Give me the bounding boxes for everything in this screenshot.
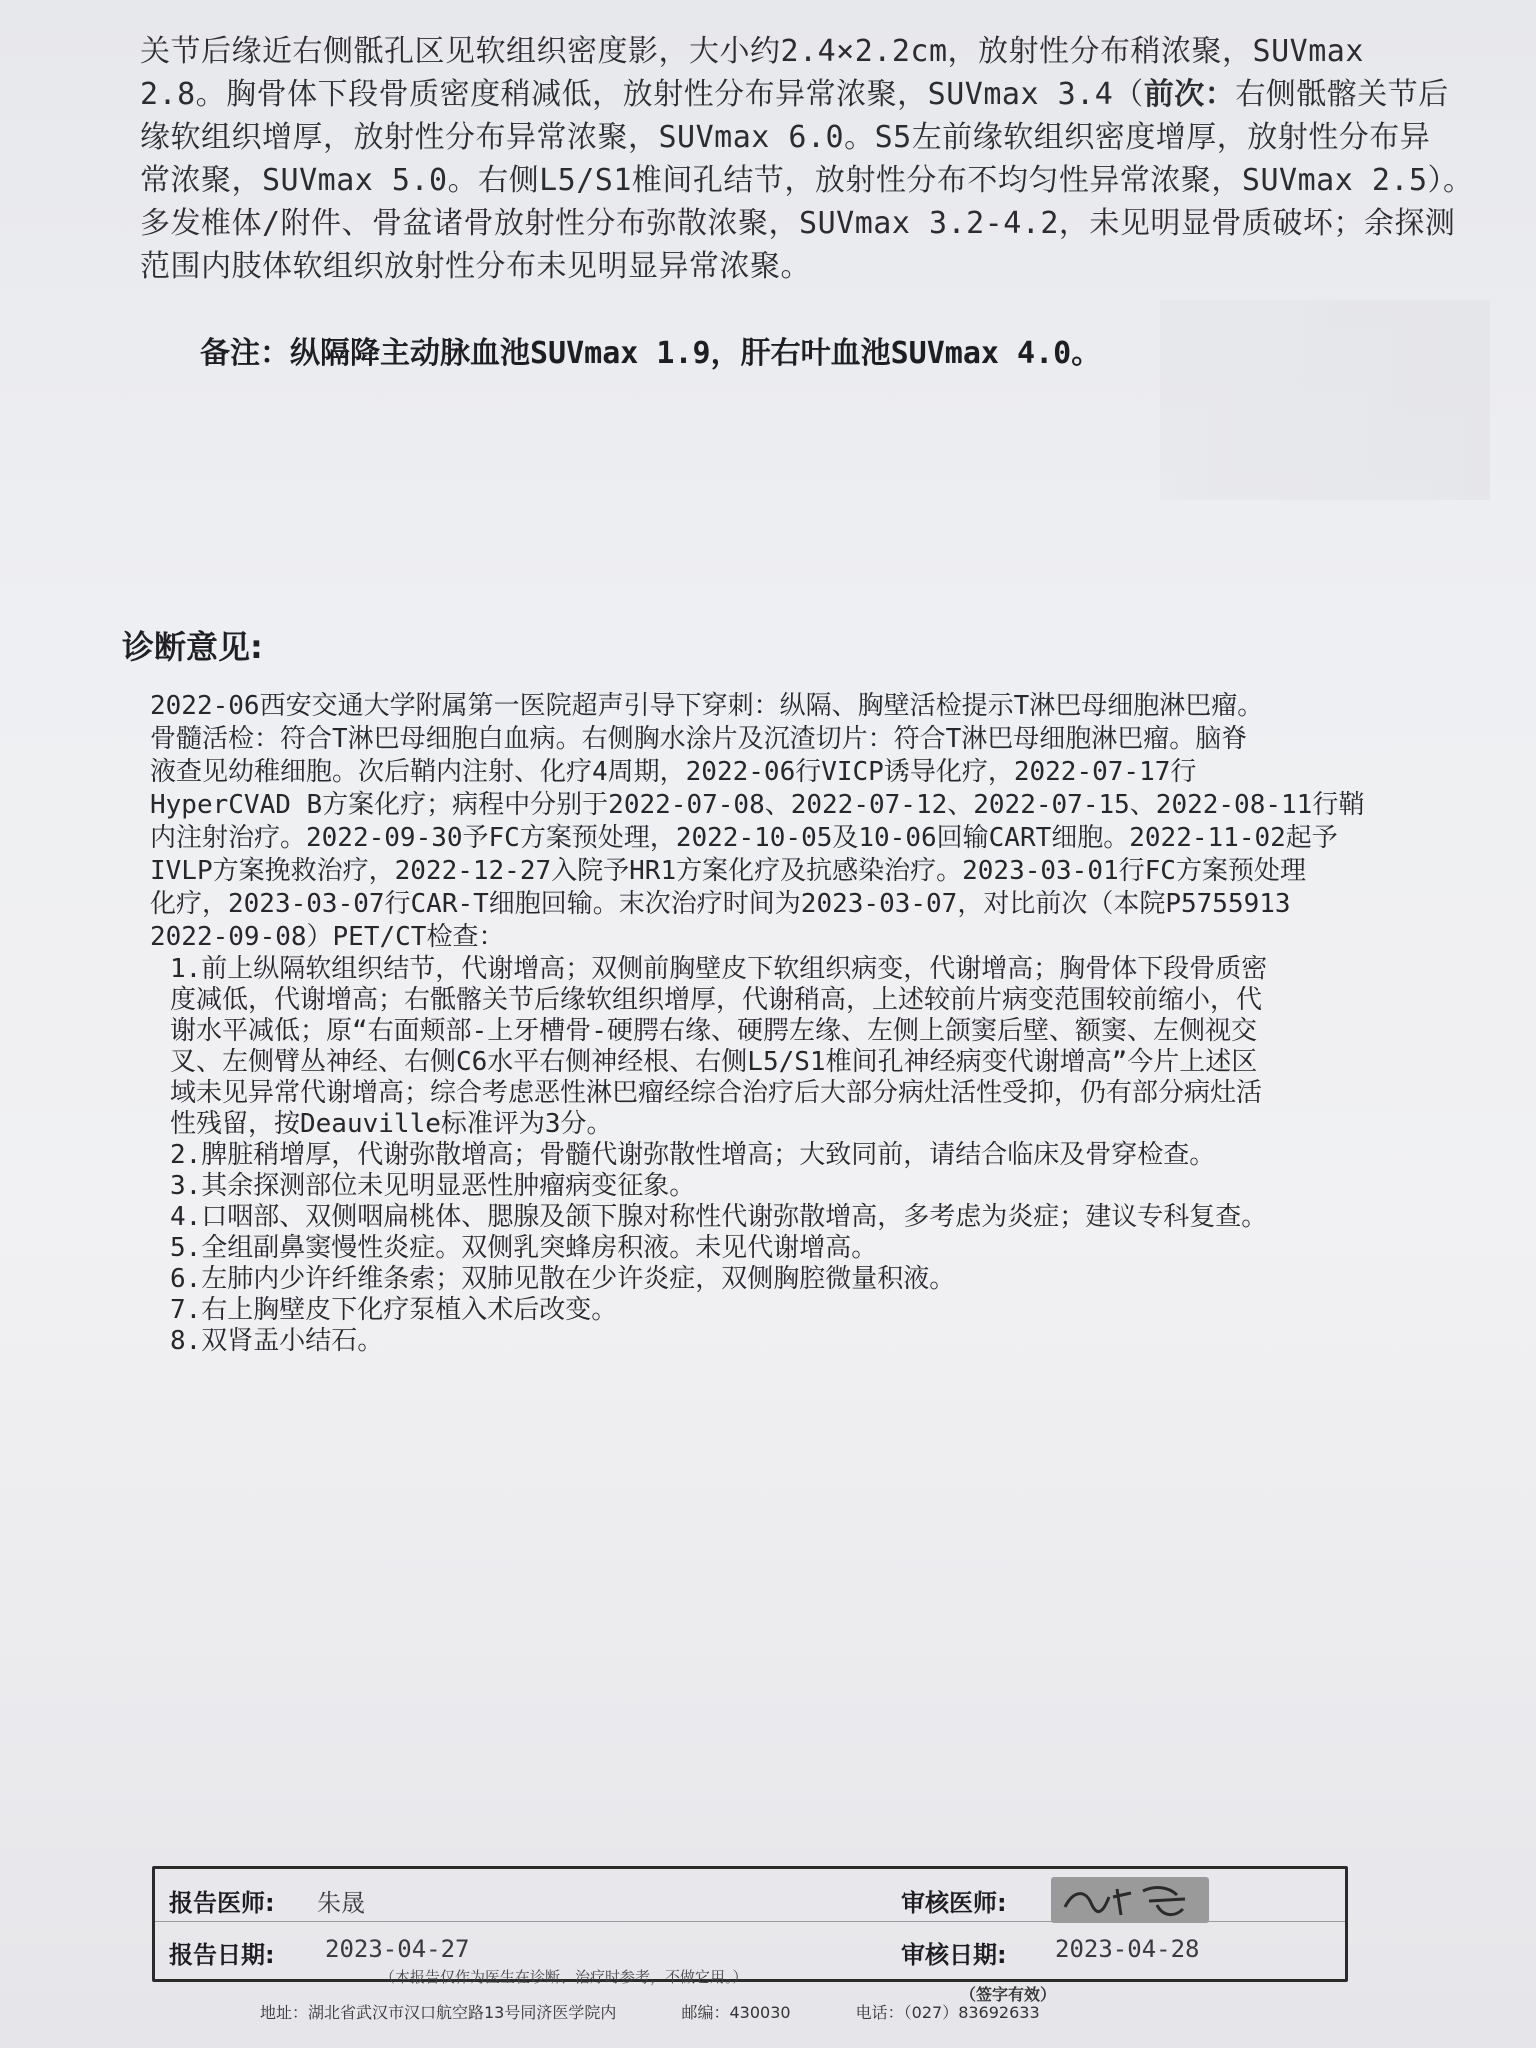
report-doctor-label: 报告医师: xyxy=(169,1889,275,1917)
handwritten-signature xyxy=(1051,1877,1209,1923)
findings-line: 范围内肢体软组织放射性分布未见明显异常浓聚。 xyxy=(140,249,811,284)
diagnosis-item: 5.全组副鼻窦慢性炎症。双侧乳突蜂房积液。未见代谢增高。 xyxy=(170,1233,878,1263)
diagnosis-item: 谢水平减低；原“右面颊部-上牙槽骨-硬腭右缘、硬腭左缘、左侧上颌窦后壁、额窦、左侧视交 xyxy=(170,1016,1257,1046)
history-line: IVLP方案挽救治疗，2022-12-27入院予HR1方案化疗及抗感染治疗。2023-03-01行FC方案预处理 xyxy=(150,856,1306,886)
diagnosis-body xyxy=(150,690,1410,1357)
disclaimer: （本报告仅作为医生在诊断、治疗时参考，不做它用。） xyxy=(380,1968,748,1986)
findings-section xyxy=(140,30,1490,288)
postcode: 邮编：430030 xyxy=(681,2003,791,2022)
diagnosis-item: 7.右上胸壁皮下化疗泵植入术后改变。 xyxy=(170,1295,618,1325)
diagnosis-item: 8.双肾盂小结石。 xyxy=(170,1326,384,1356)
findings-line: 多发椎体/附件、骨盆诸骨放射性分布弥散浓聚，SUVmax 3.2-4.2，未见明显骨质破坏；余探测 xyxy=(140,206,1456,241)
report-date-label: 报告日期: xyxy=(169,1941,275,1969)
phone: 电话：（027）83692633 xyxy=(855,2003,1040,2022)
history-line: 化疗，2023-03-07行CAR-T细胞回输。末次治疗时间为2023-03-07，对比前次（本院P5755913 xyxy=(150,889,1291,919)
review-date-label: 审核日期: xyxy=(901,1941,1007,1969)
diagnosis-item: 性残留，按Deauville标准评为3分。 xyxy=(170,1109,613,1139)
findings-line: 2.8。胸骨体下段骨质密度稍减低，放射性分布异常浓聚，SUVmax 3.4（前次：右侧骶髂关节后 xyxy=(140,77,1449,112)
date-row xyxy=(155,1925,1345,1973)
history-line: 内注射治疗。2022-09-30予FC方案预处理，2022-10-05及10-06回输CART细胞。2022-11-02起予 xyxy=(150,823,1338,853)
previous-label: 前次： xyxy=(1143,77,1236,112)
diagnosis-item: 3.其余探测部位未见明显恶性肿瘤病变征象。 xyxy=(170,1171,696,1201)
review-doctor-label: 审核医师: xyxy=(901,1889,1007,1917)
report-doctor-name: 朱晟 xyxy=(317,1889,365,1917)
diagnosis-items xyxy=(150,954,1410,1357)
diagnosis-item: 度减低，代谢增高；右骶髂关节后缘软组织增厚，代谢稍高，上述较前片病变范围较前缩小，代 xyxy=(170,985,1263,1015)
hospital-address-line xyxy=(260,2000,1260,2023)
diagnosis-item: 1.前上纵隔软组织结节，代谢增高；双侧前胸壁皮下软组织病变，代谢增高；胸骨体下段骨质密 xyxy=(170,954,1268,984)
signature-box xyxy=(152,1866,1348,1982)
findings-line: 常浓聚，SUVmax 5.0。右侧L5/S1椎间孔结节，放射性分布不均匀性异常浓聚，SUVmax 2.5）。 xyxy=(140,163,1474,198)
diagnosis-item: 4.口咽部、双侧咽扁桃体、腮腺及颌下腺对称性代谢弥散增高，多考虑为炎症；建议专科复查。 xyxy=(170,1202,1268,1232)
diagnosis-title: 诊断意见: xyxy=(122,628,263,666)
diagnosis-item: 叉、左侧臂丛神经、右侧C6水平右侧神经根、右侧L5/S1椎间孔神经病变代谢增高”今片上述区 xyxy=(170,1047,1258,1077)
history-line: 2022-09-08）PET/CT检查： xyxy=(150,922,505,952)
diagnosis-item: 6.左肺内少许纤维条索；双肺见散在少许炎症，双侧胸腔微量积液。 xyxy=(170,1264,956,1294)
report-date: 2023-04-27 xyxy=(325,1935,470,1963)
diagnosis-item: 域未见异常代谢增高；综合考虑恶性淋巴瘤经综合治疗后大部分病灶活性受抑，仍有部分病灶活 xyxy=(170,1078,1263,1108)
signature-scribble-icon xyxy=(1051,1877,1209,1923)
history-line: 液查见幼稚细胞。次后鞘内注射、化疗4周期，2022-06行VICP诱导化疗，2022-07-17行 xyxy=(150,757,1197,787)
remark-note: 备注：纵隔降主动脉血池SUVmax 1.9，肝右叶血池SUVmax 4.0。 xyxy=(200,336,1102,371)
signature-valid-note: （签字有效） xyxy=(960,1985,1057,2004)
doctor-row xyxy=(155,1873,1345,1922)
review-date: 2023-04-28 xyxy=(1055,1935,1200,1963)
history-line: HyperCVAD B方案化疗；病程中分别于2022-07-08、2022-07-12、2022-07-15、2022-08-11行鞘 xyxy=(150,790,1365,820)
diagnosis-history xyxy=(150,690,1410,954)
history-line: 2022-06西安交通大学附属第一医院超声引导下穿刺：纵隔、胸壁活检提示T淋巴母细胞淋巴瘤。 xyxy=(150,691,1264,721)
findings-line: 缘软组织增厚，放射性分布异常浓聚，SUVmax 6.0。S5左前缘软组织密度增厚，放射性分布异 xyxy=(140,120,1431,155)
address: 地址：湖北省武汉市汉口航空路13号同济医学院内 xyxy=(260,2003,617,2022)
history-line: 骨髓活检：符合T淋巴母细胞白血病。右侧胸水涂片及沉渣切片：符合T淋巴母细胞淋巴瘤。脑脊 xyxy=(150,724,1248,754)
findings-line: 关节后缘近右侧骶孔区见软组织密度影，大小约2.4×2.2cm，放射性分布稍浓聚，SUVmax xyxy=(140,34,1364,69)
diagnosis-item: 2.脾脏稍增厚，代谢弥散增高；骨髓代谢弥散性增高；大致同前，请结合临床及骨穿检查。 xyxy=(170,1140,1216,1170)
